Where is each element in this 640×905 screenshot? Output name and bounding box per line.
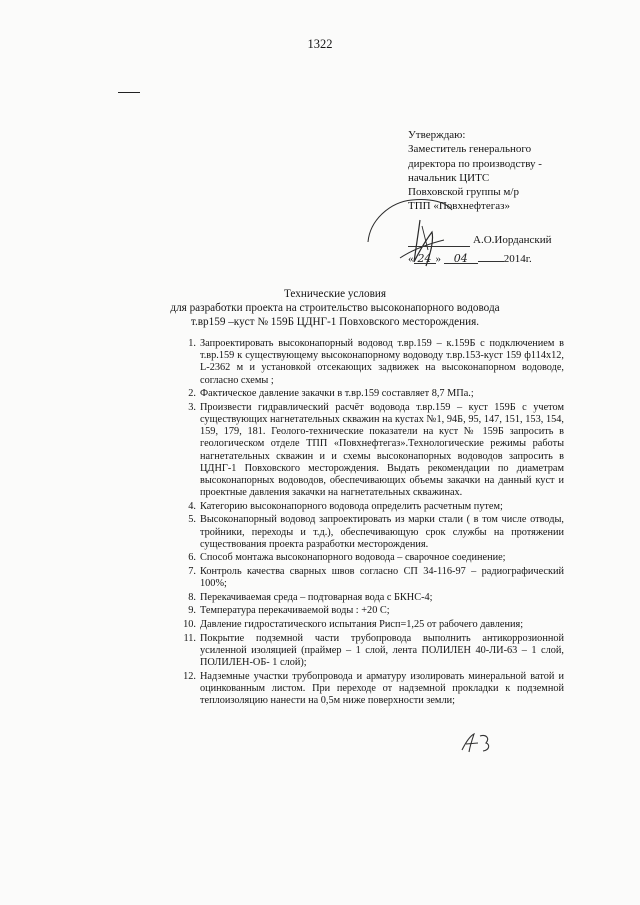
- item-number: 10.: [183, 618, 196, 630]
- margin-dash: [118, 92, 140, 93]
- list-item: [172, 566, 564, 590]
- item-number: 6.: [188, 552, 196, 564]
- item-number: 5.: [188, 514, 196, 526]
- item-text: Надземные участки трубопровода и арматуру изолировать минеральной ватой и оцинкованным листом. При переходе от надземной прокладки к подземной теплоизоляцию нанести на 0,5м ниже поверхности земли;: [200, 670, 564, 706]
- list-item: [172, 671, 564, 708]
- list-item: [172, 514, 564, 551]
- item-text: Произвести гидравлический расчёт водовода т.вр.159 – куст 159Б с учетом существующих нагнетательных скважин на кустах №1, 94Б, 95, 147, 151, 153, 154, 159, 179, 181. Геолого-технические показатели на куст № 159Б запросить в геологическом отделе ТПП «Повхнефтегаз».Технологические режимы работы нагнетательных скважин и и схемы высоконапорных водоводов запросить в ЦДНГ-1 Повховского месторождения. Выдать рекомендации по диаметрам высоконапорных водоводов, обеспечивающих объемы закачки на данный куст и проектные давления закачки на нагнетательных скважинах.: [200, 401, 564, 499]
- approval-line: директора по производству -: [408, 157, 542, 170]
- item-number: 8.: [188, 591, 196, 603]
- date-open-quote: «: [408, 253, 414, 265]
- list-item: [172, 552, 564, 564]
- item-number: 9.: [188, 605, 196, 617]
- list-item: [172, 633, 564, 670]
- item-text: Категорию высоконапорного водовода определить расчетным путем;: [200, 500, 503, 512]
- item-text: Температура перекачиваемой воды : +20 С;: [200, 605, 390, 617]
- signature-underline: [408, 246, 470, 247]
- date-close-quote: »: [435, 253, 441, 265]
- item-number: 7.: [188, 566, 196, 577]
- list-item: [172, 501, 564, 513]
- title-line: для разработки проекта на строительство высоконапорного водовода: [170, 302, 500, 314]
- item-text: Фактическое давление закачки в т.вр.159 составляет 8,7 МПа.;: [200, 388, 474, 400]
- document-title: [150, 287, 520, 329]
- date-day: 24: [417, 252, 432, 265]
- date-year: 2014г.: [503, 253, 532, 265]
- item-text: Способ монтажа высоконапорного водовода – сварочное соединение;: [200, 552, 506, 564]
- approval-line: начальник ЦИТС: [408, 171, 490, 184]
- list-item: [172, 592, 564, 604]
- list-item: [172, 619, 564, 631]
- item-number: 3.: [188, 401, 196, 413]
- approval-date: [408, 250, 532, 265]
- item-text: Высоконапорный водовод запроектировать из марки стали ( в том числе отводы, тройники, переходы и т.д.), обеспечивающую срок службы на протяжении существования проекта разработки месторождения.: [200, 514, 564, 550]
- list-item: [172, 605, 564, 617]
- approval-line: ТПП «Повхнефтегаз»: [408, 200, 510, 213]
- item-text: Перекачиваемая среда – подтоварная вода с БКНС-4;: [200, 591, 433, 603]
- title-line: Технические условия: [284, 288, 386, 300]
- item-number: 1.: [188, 338, 196, 349]
- item-text: Запроектировать высоконапорный водовод т.вр.159 – к.159Б с подключением в т.вр.159 к существующему высоконапорному водоводу т.вр.153-куст 159 ф114х12, L-2362 м и установкой отсекающих задвижек на высоконапорном водоводе, согласно схемы ;: [200, 338, 564, 386]
- list-item: [172, 402, 564, 500]
- item-text: Контроль качества сварных швов согласно СП 34-116-97 – радиографический 100%;: [200, 566, 564, 590]
- page-number: 1322: [307, 37, 333, 51]
- handwritten-initials: [456, 728, 496, 756]
- approval-line: Повховской группы м/р: [408, 186, 519, 199]
- list-item: [172, 338, 564, 387]
- title-line: т.вр159 –куст № 159Б ЦДНГ-1 Повховского месторождения.: [190, 316, 480, 328]
- requirements-list: [172, 338, 564, 709]
- item-number: 2.: [188, 388, 196, 400]
- list-item: [172, 388, 564, 400]
- item-number: 4.: [188, 500, 196, 512]
- approval-line: Утверждаю:: [408, 129, 466, 141]
- approval-line: Заместитель генерального: [408, 143, 532, 156]
- item-number: 11.: [183, 632, 196, 644]
- item-number: 12.: [183, 670, 196, 682]
- item-text: Покрытие подземной части трубопровода выполнить антикоррозионной усиленной изоляцией (праймер – 1 слой, лента ПОЛИЛЕН 40-ЛИ-63 – 1 слой, ПОЛИЛЕН-ОБ- 1 слой);: [200, 632, 564, 668]
- date-month: 04: [453, 252, 468, 265]
- signer-name: А.О.Иорданский: [473, 234, 552, 246]
- item-text: Давление гидростатического испытания Рисп=1,25 от рабочего давления;: [200, 618, 524, 630]
